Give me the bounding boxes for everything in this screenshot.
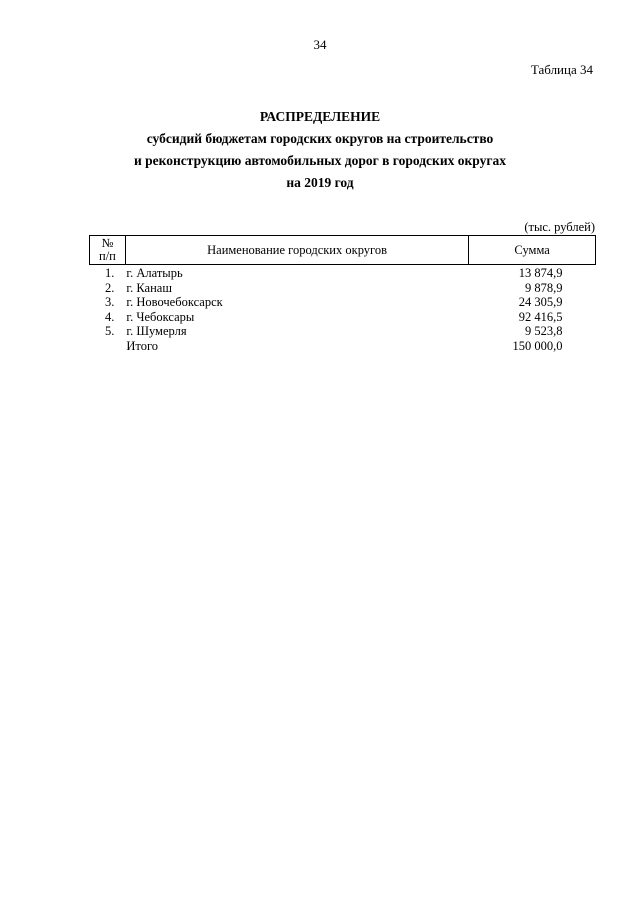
- row-name: г. Новочебоксарск: [126, 295, 223, 309]
- table-total-row: [90, 339, 596, 354]
- row-number: 4.: [105, 309, 115, 324]
- subsidy-table: [89, 235, 596, 353]
- title-line-4: на 2019 год: [286, 175, 354, 190]
- row-sum: 92 416,5: [518, 309, 563, 324]
- row-name: г. Канаш: [126, 280, 172, 295]
- row-name: г. Чебоксары: [126, 309, 195, 324]
- row-sum: 9 523,8: [525, 324, 563, 338]
- header-name: Наименование городских округов: [125, 236, 468, 265]
- table-row: [90, 310, 596, 325]
- title-line-1: РАСПРЕДЕЛЕНИЕ: [259, 109, 381, 124]
- page-number: 34: [313, 37, 327, 52]
- row-number: 3.: [105, 295, 115, 309]
- table-row: [90, 295, 596, 310]
- row-sum: 9 878,9: [525, 280, 563, 295]
- table-row: [90, 324, 596, 339]
- row-name: г. Шумерля: [126, 324, 187, 338]
- title-line-3: и реконструкцию автомобильных дорог в городских округах: [134, 153, 506, 168]
- header-number: [90, 236, 126, 265]
- row-number: 1.: [105, 266, 115, 280]
- title-line-2: субсидий бюджетам городских округов на строительство: [146, 131, 494, 146]
- total-sum: 150 000,0: [512, 338, 563, 353]
- table-header-row: [90, 236, 596, 265]
- table-row: [90, 265, 596, 281]
- row-number: 2.: [105, 280, 115, 295]
- row-sum: 24 305,9: [518, 295, 563, 309]
- total-label: Итого: [126, 338, 159, 353]
- row-number: 5.: [105, 324, 115, 338]
- document-title: [0, 106, 640, 194]
- row-name: г. Алатырь: [126, 266, 183, 280]
- header-number-abbr: п/п: [99, 249, 116, 263]
- units-label: (тыс. рублей): [524, 220, 595, 234]
- table-label: Таблица 34: [530, 62, 593, 77]
- total-number: [90, 339, 126, 354]
- table-row: [90, 281, 596, 296]
- header-sum: Сумма: [469, 236, 596, 265]
- row-sum: 13 874,9: [518, 266, 563, 280]
- header-number-symbol: №: [101, 236, 114, 250]
